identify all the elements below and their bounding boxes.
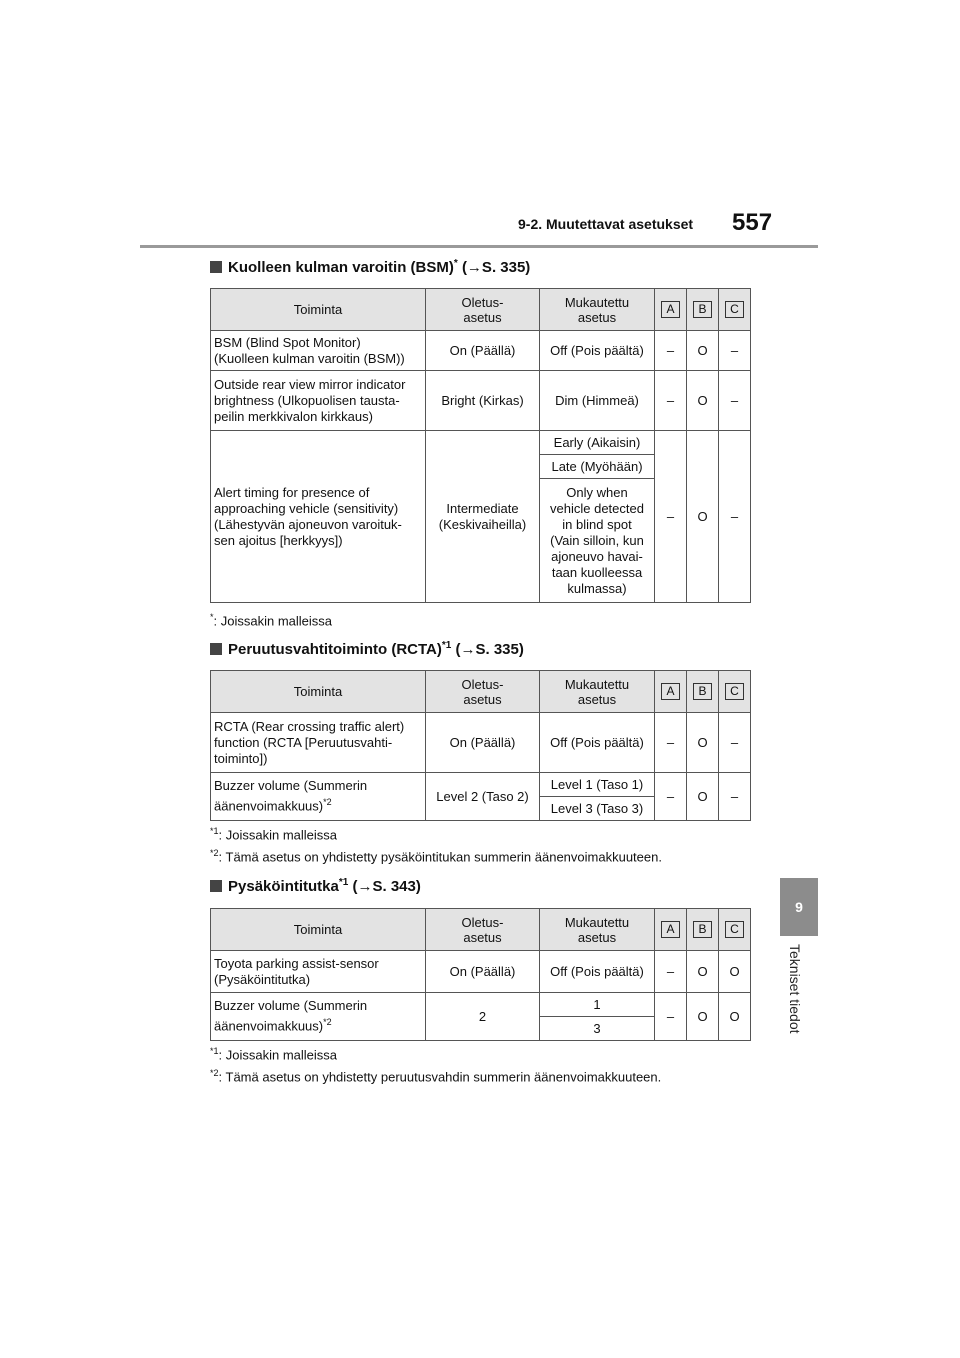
cell-mukautettu: Off (Pois päältä): [540, 951, 655, 993]
footnote-mark: *: [210, 612, 214, 622]
col-header-mukautettu: Mukautettu asetus: [540, 909, 655, 951]
section1-ref-link[interactable]: (→S. 335): [461, 259, 531, 276]
cell-a: –: [655, 993, 687, 1041]
cell-option: 1: [540, 993, 655, 1017]
square-bullet-icon: [210, 261, 222, 273]
footnote-mark: *1: [210, 826, 219, 836]
cell-a: –: [655, 713, 687, 773]
cell-toiminta-text: Buzzer volume (Summerin äänenvoimakkuus): [214, 998, 368, 1034]
cell-a: –: [655, 331, 687, 371]
col-header-toiminta: Toiminta: [211, 289, 426, 331]
a-box: A: [661, 921, 680, 938]
table-row: [211, 331, 751, 371]
header-divider: [140, 245, 818, 248]
b-box: B: [693, 683, 712, 700]
b-box: B: [693, 921, 712, 938]
table-row: [211, 713, 751, 773]
cell-toiminta: Alert timing for presence of approaching vehicle (sensitivity) (Lähestyvän ajoneuvon varoituk-sen ajoitus [herkkyys]): [211, 431, 426, 603]
footnote-text: : Joissakin malleissa: [218, 827, 338, 843]
bsm-settings-table: [210, 288, 751, 603]
cell-toiminta: Toyota parking assist-sensor (Pysäköintitutka): [211, 951, 426, 993]
cell-c: O: [719, 993, 751, 1041]
cell-option: Level 1 (Taso 1): [540, 773, 655, 797]
c-box: C: [725, 921, 744, 938]
cell-c: –: [719, 371, 751, 431]
cell-toiminta: [211, 773, 426, 821]
rcta-settings-table: [210, 670, 751, 821]
table-header-row: [211, 289, 751, 331]
col-header-mukautettu: Mukautettu asetus: [540, 671, 655, 713]
cell-c: O: [719, 951, 751, 993]
section3-footnote-2: [210, 1068, 661, 1084]
col-header-a: [655, 289, 687, 331]
col-header-oletus: Oletus- asetus: [426, 909, 540, 951]
cell-a: –: [655, 951, 687, 993]
cell-option: Late (Myöhään): [540, 455, 655, 479]
footnote-text: : Tämä asetus on yhdistetty pysäköintitukan summerin äänenvoimakkuuteen.: [218, 849, 662, 865]
table-header-row: [211, 671, 751, 713]
square-bullet-icon: [210, 643, 222, 655]
cell-oletus: 2: [426, 993, 540, 1041]
cell-mukautettu: Dim (Himmeä): [540, 371, 655, 431]
cell-c: –: [719, 773, 751, 821]
col-header-oletus: Oletus- asetus: [426, 289, 540, 331]
section-header: 9-2. Muutettavat asetukset: [518, 216, 694, 232]
section2-ref-link[interactable]: (→S. 335): [455, 641, 524, 658]
section3-title: Pysäköintitutka: [228, 878, 339, 895]
square-bullet-icon: [210, 880, 222, 892]
col-header-c: [719, 671, 751, 713]
cell-b: O: [687, 773, 719, 821]
section2-heading: [210, 640, 524, 658]
cell-mukautettu: Off (Pois päältä): [540, 713, 655, 773]
section1-title-mark: *: [453, 258, 458, 269]
section2-footnote-1: [210, 826, 337, 842]
parking-sensor-table: [210, 908, 751, 1041]
section2-footnote-2: [210, 848, 662, 864]
footnote-text: : Joissakin malleissa: [218, 1047, 338, 1063]
section3-heading: [210, 877, 421, 895]
cell-oletus: Level 2 (Taso 2): [426, 773, 540, 821]
page-number: 557: [732, 209, 773, 236]
cell-toiminta: BSM (Blind Spot Monitor) (Kuolleen kulman varoitin (BSM)): [211, 331, 426, 371]
col-header-mukautettu: Mukautettu asetus: [540, 289, 655, 331]
chapter-tab[interactable]: 9: [780, 878, 818, 936]
cell-b: O: [687, 993, 719, 1041]
a-box: A: [661, 683, 680, 700]
col-header-toiminta: Toiminta: [211, 909, 426, 951]
section3-ref-link[interactable]: (→S. 343): [352, 878, 421, 895]
cell-toiminta: RCTA (Rear crossing traffic alert) function (RCTA [Peruutusvahti-toiminto]): [211, 713, 426, 773]
col-header-a: [655, 909, 687, 951]
section3-footnote-1: [210, 1046, 337, 1062]
cell-b: O: [687, 431, 719, 603]
col-header-c: [719, 289, 751, 331]
cell-option: Level 3 (Taso 3): [540, 797, 655, 821]
cell-b: O: [687, 371, 719, 431]
section1-heading: [210, 258, 530, 276]
cell-mukautettu: Off (Pois päältä): [540, 331, 655, 371]
cell-option: Early (Aikaisin): [540, 431, 655, 455]
col-header-oletus: Oletus- asetus: [426, 671, 540, 713]
section2-title-mark: *1: [441, 640, 452, 651]
cell-b: O: [687, 331, 719, 371]
cell-oletus: Intermediate (Keskivaiheilla): [426, 431, 540, 603]
col-header-c: [719, 909, 751, 951]
cell-option: 3: [540, 1017, 655, 1041]
cell-c: –: [719, 331, 751, 371]
cell-toiminta-mark: *2: [323, 797, 332, 808]
cell-toiminta: Outside rear view mirror indicator brightness (Ulkopuolisen tausta-peilin merkkivalon kirkkaus): [211, 371, 426, 431]
cell-b: O: [687, 713, 719, 773]
section2-title: Peruutusvahtitoiminto (RCTA): [228, 641, 442, 658]
table-row: [211, 951, 751, 993]
cell-c: –: [719, 713, 751, 773]
cell-b: O: [687, 951, 719, 993]
table-row: [211, 431, 751, 455]
cell-toiminta: [211, 993, 426, 1041]
cell-oletus: Bright (Kirkas): [426, 371, 540, 431]
b-box: B: [693, 301, 712, 318]
section1-footnote: [210, 612, 332, 628]
col-header-toiminta: Toiminta: [211, 671, 426, 713]
table-row: [211, 993, 751, 1017]
section3-title-mark: *1: [338, 877, 349, 888]
table-row: [211, 371, 751, 431]
footnote-mark: *2: [210, 848, 219, 858]
c-box: C: [725, 301, 744, 318]
cell-oletus: On (Päällä): [426, 331, 540, 371]
chapter-label: Tekniset tiedot: [787, 944, 803, 1034]
cell-oletus: On (Päällä): [426, 951, 540, 993]
section1-title: Kuolleen kulman varoitin (BSM): [228, 259, 454, 276]
footnote-mark: *1: [210, 1046, 219, 1056]
c-box: C: [725, 683, 744, 700]
col-header-b: [687, 909, 719, 951]
col-header-a: [655, 671, 687, 713]
cell-toiminta-text: Buzzer volume (Summerin äänenvoimakkuus): [214, 778, 368, 814]
cell-a: –: [655, 773, 687, 821]
cell-toiminta-mark: *2: [323, 1017, 332, 1028]
cell-option: Only when vehicle detected in blind spot (Vain silloin, kun ajoneuvo havai- taan kuolleessa kulmassa): [540, 479, 655, 603]
footnote-text: : Tämä asetus on yhdistetty peruutusvahdin summerin äänenvoimakkuuteen.: [218, 1069, 662, 1085]
footnote-text: : Joissakin malleissa: [213, 613, 333, 629]
cell-a: –: [655, 371, 687, 431]
cell-c: –: [719, 431, 751, 603]
a-box: A: [661, 301, 680, 318]
cell-oletus: On (Päällä): [426, 713, 540, 773]
footnote-mark: *2: [210, 1068, 219, 1078]
col-header-b: [687, 289, 719, 331]
table-header-row: [211, 909, 751, 951]
table-row: [211, 773, 751, 797]
col-header-b: [687, 671, 719, 713]
cell-a: –: [655, 431, 687, 603]
